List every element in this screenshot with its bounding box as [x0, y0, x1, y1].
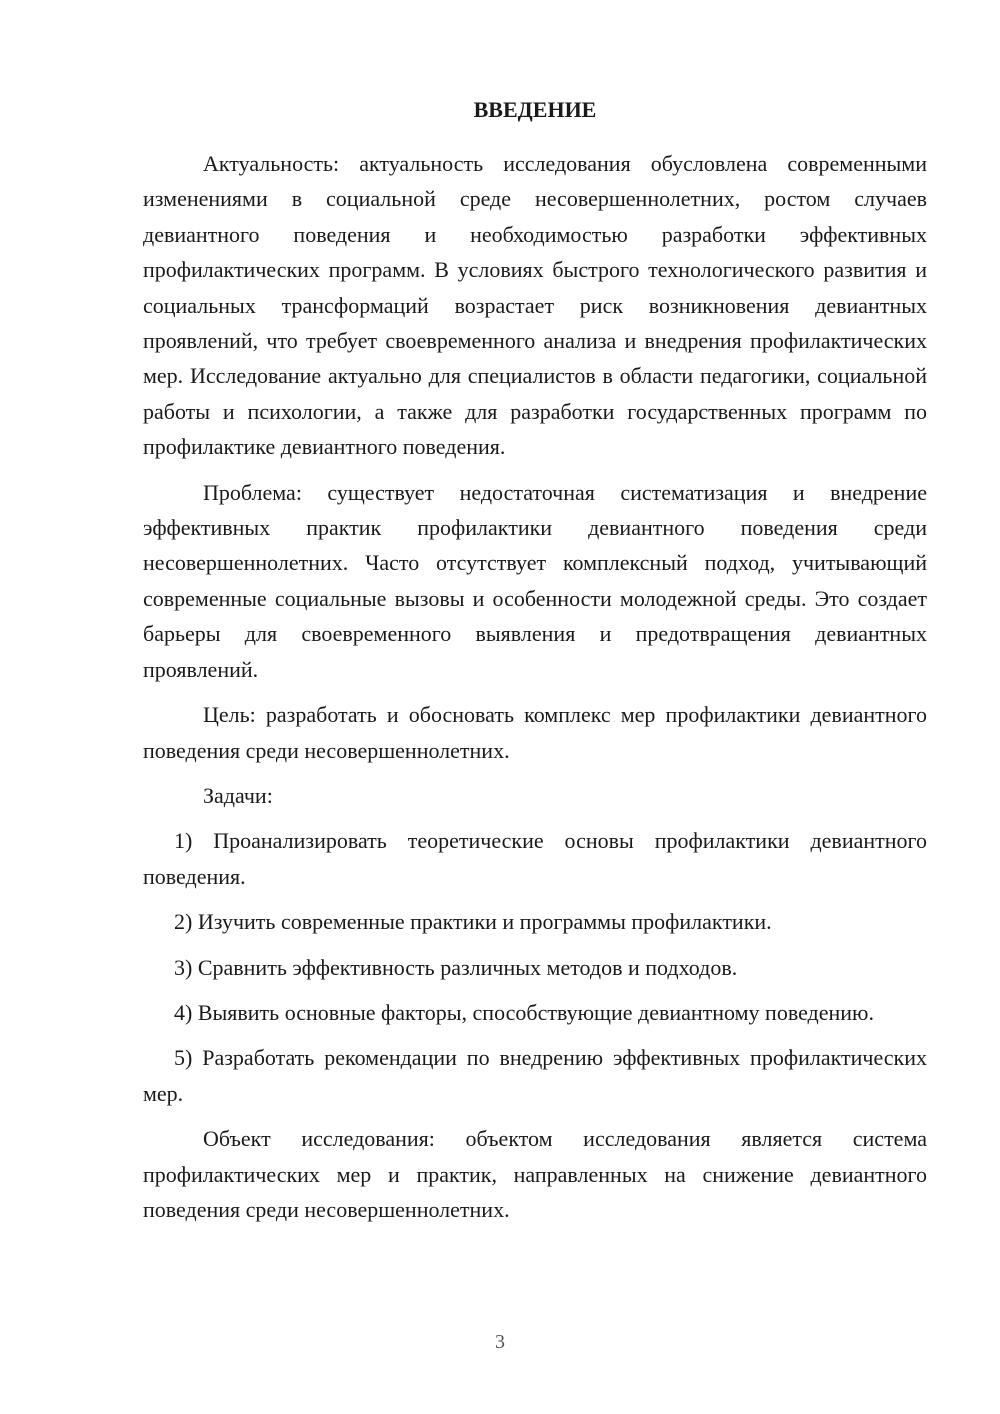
section-title: ВВЕДЕНИЕ: [473, 97, 597, 122]
task-item: 3) Сравнить эффективность различных методов и подходов.: [174, 954, 738, 980]
task-item: 1) Проанализировать теоретические основы профилактики девиантного поведения.: [143, 828, 927, 889]
object-paragraph: Объект исследования: объектом исследования является система профилактических мер и практик, направленных на снижение девиантного поведения среди несовершеннолетних.: [143, 1126, 927, 1222]
tasks-heading: Задачи:: [203, 782, 273, 808]
task-item: 2) Изучить современные практики и программы профилактики.: [174, 909, 772, 935]
page-number: 3: [495, 1331, 505, 1353]
page-content: [143, 92, 927, 1237]
problem-paragraph: Проблема: существует недостаточная систематизация и внедрение эффективных практик профилактики девиантного поведения среди несовершеннолетних. Часто отсутствует комплексный подход, учитывающий современные социальные вызовы и особенности молодежной среды. Это создает барьеры для своевременного выявления и предотвращения девиантных проявлений.: [143, 479, 927, 682]
relevance-paragraph: Актуальность: актуальность исследования обусловлена современными изменениями в социальной среде несовершеннолетних, ростом случаев девиантного поведения и необходимостью разработки эффективных профилактических программ. В условиях быстрого технологического развития и социальных трансформаций возрастает риск возникновения девиантных проявлений, что требует своевременного анализа и внедрения профилактических мер. Исследование актуально для специалистов в области педагогики, социальной работы и психологии, а также для разработки государственных программ по профилактике девиантного поведения.: [143, 151, 927, 460]
task-item: 4) Выявить основные факторы, способствующие девиантному поведению.: [174, 999, 874, 1025]
task-item: 5) Разработать рекомендации по внедрению эффективных профилактических мер.: [143, 1045, 927, 1106]
goal-paragraph: Цель: разработать и обосновать комплекс мер профилактики девиантного поведения среди несовершеннолетних.: [143, 702, 927, 763]
